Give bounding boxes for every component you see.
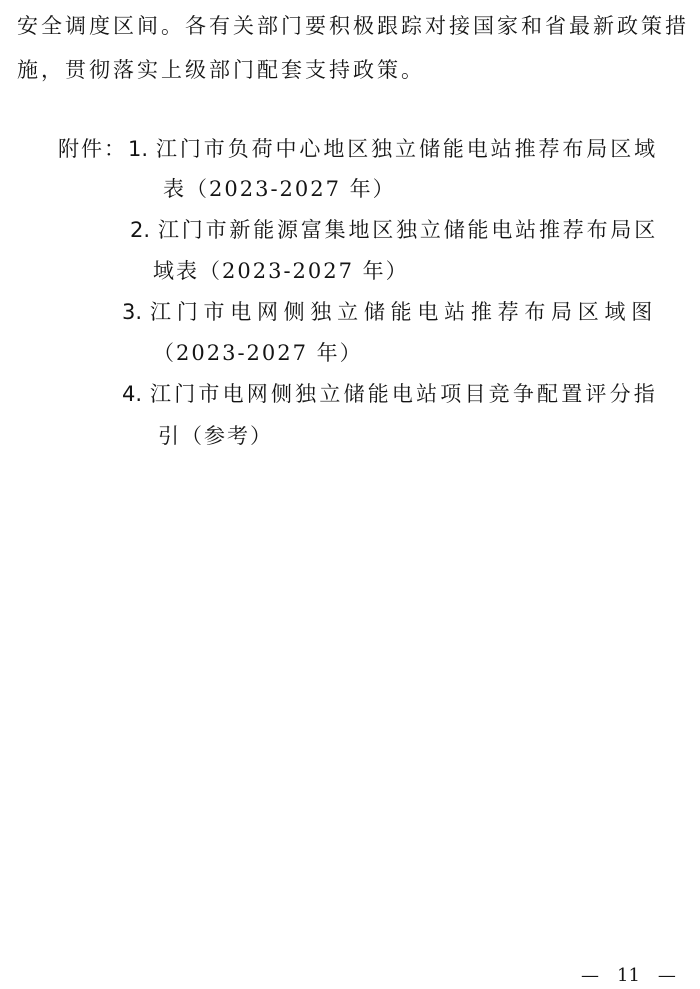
attachment-item-4	[122, 379, 658, 409]
page-footer	[581, 965, 676, 987]
attachment-item-2	[130, 215, 658, 245]
attachment-item-3-continuation: （2023-2027 年）	[153, 341, 363, 365]
body-paragraph-line-2: 施，贯彻落实上级部门配套支持政策。	[17, 58, 425, 82]
attachment-title: 江门市负荷中心地区独立储能电站推荐布局区域	[156, 137, 658, 161]
attachment-item-2-continuation: 域表（2023-2027 年）	[153, 259, 409, 283]
body-paragraph-line-1: 安全调度区间。各有关部门要积极跟踪对接国家和省最新政策措	[17, 14, 689, 38]
page-number: 11	[617, 965, 640, 986]
attachment-item-1-continuation: 表（2023-2027 年）	[163, 177, 396, 201]
attachment-title: 江门市新能源富集地区独立储能电站推荐布局区	[158, 218, 658, 242]
attachment-title: 江门市电网侧独立储能电站项目竞争配置评分指	[150, 382, 658, 406]
attachment-item-1	[128, 134, 658, 164]
attachment-item-3	[122, 297, 658, 327]
attachment-number: 3.	[122, 300, 143, 324]
attachment-number: 4.	[122, 382, 143, 406]
attachment-title: 江门市电网侧独立储能电站推荐布局区域图	[150, 300, 658, 324]
footer-dash-left: —	[581, 965, 599, 986]
attachment-number: 1.	[128, 137, 149, 161]
attachments-label: 附件：	[58, 137, 127, 161]
attachment-item-4-continuation: 引（参考）	[158, 424, 273, 448]
footer-dash-right: —	[657, 965, 676, 986]
attachment-number: 2.	[130, 218, 151, 242]
